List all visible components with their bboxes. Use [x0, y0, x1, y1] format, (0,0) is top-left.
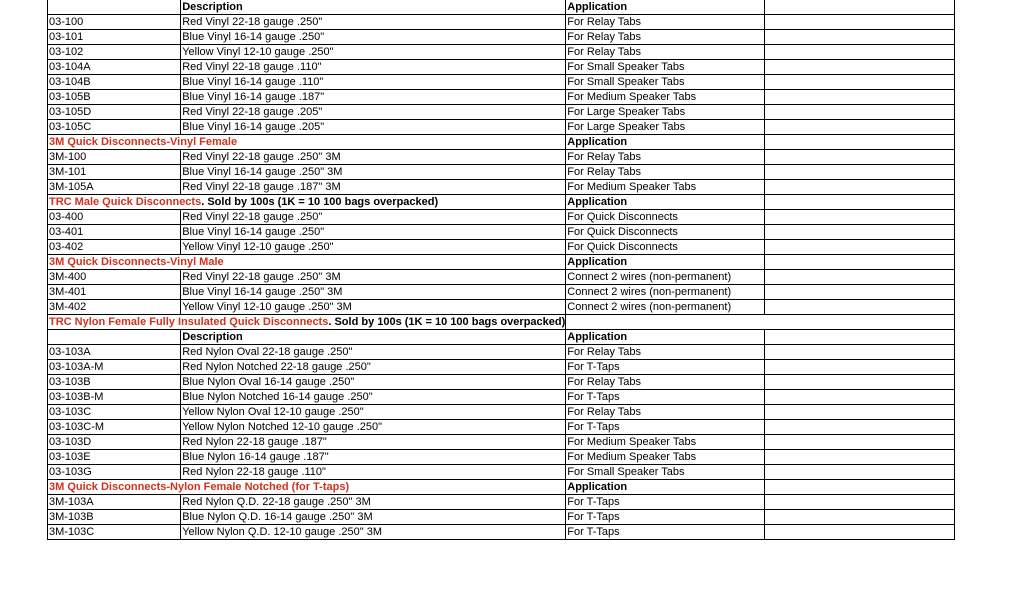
table-row [48, 240, 955, 255]
description-cell: Blue Nylon 16-14 gauge .187" [181, 450, 566, 465]
part-number-cell: 3M-103A [48, 495, 181, 510]
application-cell: Connect 2 wires (non-permanent) [566, 300, 765, 315]
blank-cell [765, 360, 955, 375]
blank-cell [765, 210, 955, 225]
blank-cell [765, 375, 955, 390]
blank-cell [765, 240, 955, 255]
description-cell: Blue Vinyl 16-14 gauge .187" [181, 90, 566, 105]
part-number-cell: 03-103D [48, 435, 181, 450]
description-cell: Red Nylon 22-18 gauge .110" [181, 465, 566, 480]
part-number-cell: 03-105D [48, 105, 181, 120]
part-number-cell: 03-103A-M [48, 360, 181, 375]
description-cell: Blue Vinyl 16-14 gauge .110" [181, 75, 566, 90]
description-cell: Blue Vinyl 16-14 gauge .205" [181, 120, 566, 135]
description-cell: Blue Nylon Oval 16-14 gauge .250" [181, 375, 566, 390]
application-cell: For T-Taps [566, 390, 765, 405]
description-cell: Blue Vinyl 16-14 gauge .250" [181, 225, 566, 240]
part-number-cell: 03-103E [48, 450, 181, 465]
table-row [48, 270, 955, 285]
application-cell: For Relay Tabs [566, 345, 765, 360]
application-cell: For Large Speaker Tabs [566, 105, 765, 120]
blank-cell [765, 270, 955, 285]
description-cell: Red Vinyl 22-18 gauge .110" [181, 60, 566, 75]
blank-cell [765, 105, 955, 120]
description-cell: Blue Vinyl 16-14 gauge .250" 3M [181, 165, 566, 180]
description-cell: Yellow Vinyl 12-10 gauge .250" [181, 45, 566, 60]
table-row [48, 15, 955, 30]
blank-cell [765, 30, 955, 45]
application-cell: For Quick Disconnects [566, 240, 765, 255]
table-row [48, 390, 955, 405]
application-cell: Connect 2 wires (non-permanent) [566, 270, 765, 285]
description-cell: Blue Nylon Notched 16-14 gauge .250" [181, 390, 566, 405]
blank-cell [765, 135, 955, 150]
header-description: Description [181, 330, 566, 345]
blank-cell [765, 195, 955, 210]
description-cell: Red Nylon 22-18 gauge .187" [181, 435, 566, 450]
section-title: 3M Quick Disconnects-Vinyl Female [49, 136, 238, 148]
table-row [48, 285, 955, 300]
part-number-cell: 3M-402 [48, 300, 181, 315]
section-row [48, 480, 955, 495]
application-cell: For T-Taps [566, 510, 765, 525]
section-blank [566, 315, 955, 330]
table-row [48, 105, 955, 120]
section-title: TRC Male Quick Disconnects [49, 196, 202, 208]
description-cell: Yellow Nylon Notched 12-10 gauge .250" [181, 420, 566, 435]
table-row [48, 30, 955, 45]
table-row [48, 495, 955, 510]
table-row [48, 90, 955, 105]
section-title: 3M Quick Disconnects-Nylon Female Notched (for T-taps) [49, 481, 350, 493]
blank-cell [765, 165, 955, 180]
header-description: Description [181, 0, 566, 15]
table-row [48, 510, 955, 525]
application-cell: For Relay Tabs [566, 30, 765, 45]
description-cell: Yellow Vinyl 12-10 gauge .250" [181, 240, 566, 255]
description-cell: Red Vinyl 22-18 gauge .250" [181, 210, 566, 225]
table-row [48, 120, 955, 135]
application-cell: For Relay Tabs [566, 150, 765, 165]
header-row [48, 330, 955, 345]
section-title: TRC Nylon Female Fully Insulated Quick Disconnects [49, 316, 329, 328]
section-application-header: Application [566, 195, 765, 210]
blank-cell [765, 390, 955, 405]
header-cell [765, 330, 955, 345]
blank-cell [765, 285, 955, 300]
blank-cell [765, 225, 955, 240]
header-application: Application [566, 330, 765, 345]
application-cell: For Medium Speaker Tabs [566, 90, 765, 105]
parts-table [47, 0, 955, 540]
application-cell: For T-Taps [566, 495, 765, 510]
section-application-header: Application [566, 135, 765, 150]
table-row [48, 45, 955, 60]
description-cell: Blue Vinyl 16-14 gauge .250" 3M [181, 285, 566, 300]
blank-cell [765, 480, 955, 495]
part-number-cell: 03-103C [48, 405, 181, 420]
blank-cell [765, 75, 955, 90]
header-row [48, 0, 955, 15]
section-row [48, 315, 955, 330]
blank-cell [765, 525, 955, 540]
application-cell: For Relay Tabs [566, 15, 765, 30]
description-cell: Red Vinyl 22-18 gauge .187" 3M [181, 180, 566, 195]
blank-cell [765, 435, 955, 450]
application-cell: For Small Speaker Tabs [566, 75, 765, 90]
section-row [48, 135, 955, 150]
part-number-cell: 03-100 [48, 15, 181, 30]
blank-cell [765, 45, 955, 60]
table-row [48, 450, 955, 465]
section-title: 3M Quick Disconnects-Vinyl Male [49, 256, 224, 268]
application-cell: For Quick Disconnects [566, 225, 765, 240]
part-number-cell: 03-102 [48, 45, 181, 60]
part-number-cell: 3M-103C [48, 525, 181, 540]
section-application-header: Application [566, 480, 765, 495]
section-note: . Sold by 100s (1K = 10 100 bags overpacked) [201, 196, 439, 208]
part-number-cell: 03-103G [48, 465, 181, 480]
application-cell: For Relay Tabs [566, 165, 765, 180]
blank-cell [765, 60, 955, 75]
part-number-cell: 3M-101 [48, 165, 181, 180]
application-cell: For Medium Speaker Tabs [566, 450, 765, 465]
blank-cell [765, 510, 955, 525]
blank-cell [765, 300, 955, 315]
part-number-cell: 3M-105A [48, 180, 181, 195]
table-row [48, 345, 955, 360]
section-title-cell [48, 315, 566, 330]
blank-cell [765, 180, 955, 195]
part-number-cell: 3M-400 [48, 270, 181, 285]
section-title-cell [48, 195, 566, 210]
part-number-cell: 3M-100 [48, 150, 181, 165]
blank-cell [765, 120, 955, 135]
part-number-cell: 03-103C-M [48, 420, 181, 435]
table-row [48, 405, 955, 420]
blank-cell [765, 450, 955, 465]
description-cell: Red Nylon Oval 22-18 gauge .250" [181, 345, 566, 360]
header-cell [48, 330, 181, 345]
table-row [48, 180, 955, 195]
description-cell: Red Nylon Q.D. 22-18 gauge .250" 3M [181, 495, 566, 510]
section-title-cell [48, 255, 566, 270]
description-cell: Red Vinyl 22-18 gauge .205" [181, 105, 566, 120]
part-number-cell: 03-105C [48, 120, 181, 135]
application-cell: For Medium Speaker Tabs [566, 180, 765, 195]
application-cell: For Medium Speaker Tabs [566, 435, 765, 450]
part-number-cell: 03-103B [48, 375, 181, 390]
part-number-cell: 03-101 [48, 30, 181, 45]
table-row [48, 435, 955, 450]
description-cell: Red Vinyl 22-18 gauge .250" 3M [181, 150, 566, 165]
table-row [48, 75, 955, 90]
section-row [48, 255, 955, 270]
blank-cell [765, 420, 955, 435]
description-cell: Blue Nylon Q.D. 16-14 gauge .250" 3M [181, 510, 566, 525]
blank-cell [765, 465, 955, 480]
table-row [48, 210, 955, 225]
part-number-cell: 03-104B [48, 75, 181, 90]
part-number-cell: 3M-103B [48, 510, 181, 525]
table-row [48, 165, 955, 180]
description-cell: Red Vinyl 22-18 gauge .250" 3M [181, 270, 566, 285]
application-cell: For Relay Tabs [566, 405, 765, 420]
blank-cell [765, 150, 955, 165]
application-cell: For Relay Tabs [566, 45, 765, 60]
application-cell: Connect 2 wires (non-permanent) [566, 285, 765, 300]
table-row [48, 420, 955, 435]
part-number-cell: 03-402 [48, 240, 181, 255]
blank-cell [765, 15, 955, 30]
description-cell: Red Nylon Notched 22-18 gauge .250" [181, 360, 566, 375]
table-row [48, 225, 955, 240]
application-cell: For T-Taps [566, 420, 765, 435]
application-cell: For Quick Disconnects [566, 210, 765, 225]
header-cell [765, 0, 955, 15]
part-number-cell: 03-104A [48, 60, 181, 75]
table-row [48, 300, 955, 315]
table-row [48, 525, 955, 540]
part-number-cell: 03-103A [48, 345, 181, 360]
part-number-cell: 03-103B-M [48, 390, 181, 405]
table-row [48, 60, 955, 75]
description-cell: Yellow Nylon Q.D. 12-10 gauge .250" 3M [181, 525, 566, 540]
blank-cell [765, 255, 955, 270]
table-row [48, 465, 955, 480]
part-number-cell: 03-105B [48, 90, 181, 105]
part-number-cell: 03-401 [48, 225, 181, 240]
blank-cell [765, 495, 955, 510]
header-cell [48, 0, 181, 15]
section-application-header: Application [566, 255, 765, 270]
table-row [48, 375, 955, 390]
section-title-cell [48, 480, 566, 495]
application-cell: For Small Speaker Tabs [566, 60, 765, 75]
header-application: Application [566, 0, 765, 15]
part-number-cell: 3M-401 [48, 285, 181, 300]
application-cell: For T-Taps [566, 360, 765, 375]
section-note: . Sold by 100s (1K = 10 100 bags overpacked) [328, 316, 566, 328]
description-cell: Blue Vinyl 16-14 gauge .250" [181, 30, 566, 45]
table-row [48, 360, 955, 375]
table-row [48, 150, 955, 165]
application-cell: For Large Speaker Tabs [566, 120, 765, 135]
blank-cell [765, 345, 955, 360]
application-cell: For T-Taps [566, 525, 765, 540]
blank-cell [765, 90, 955, 105]
description-cell: Yellow Vinyl 12-10 gauge .250" 3M [181, 300, 566, 315]
description-cell: Red Vinyl 22-18 gauge .250" [181, 15, 566, 30]
description-cell: Yellow Nylon Oval 12-10 gauge .250" [181, 405, 566, 420]
section-row [48, 195, 955, 210]
application-cell: For Relay Tabs [566, 375, 765, 390]
part-number-cell: 03-400 [48, 210, 181, 225]
section-title-cell [48, 135, 566, 150]
blank-cell [765, 405, 955, 420]
application-cell: For Small Speaker Tabs [566, 465, 765, 480]
